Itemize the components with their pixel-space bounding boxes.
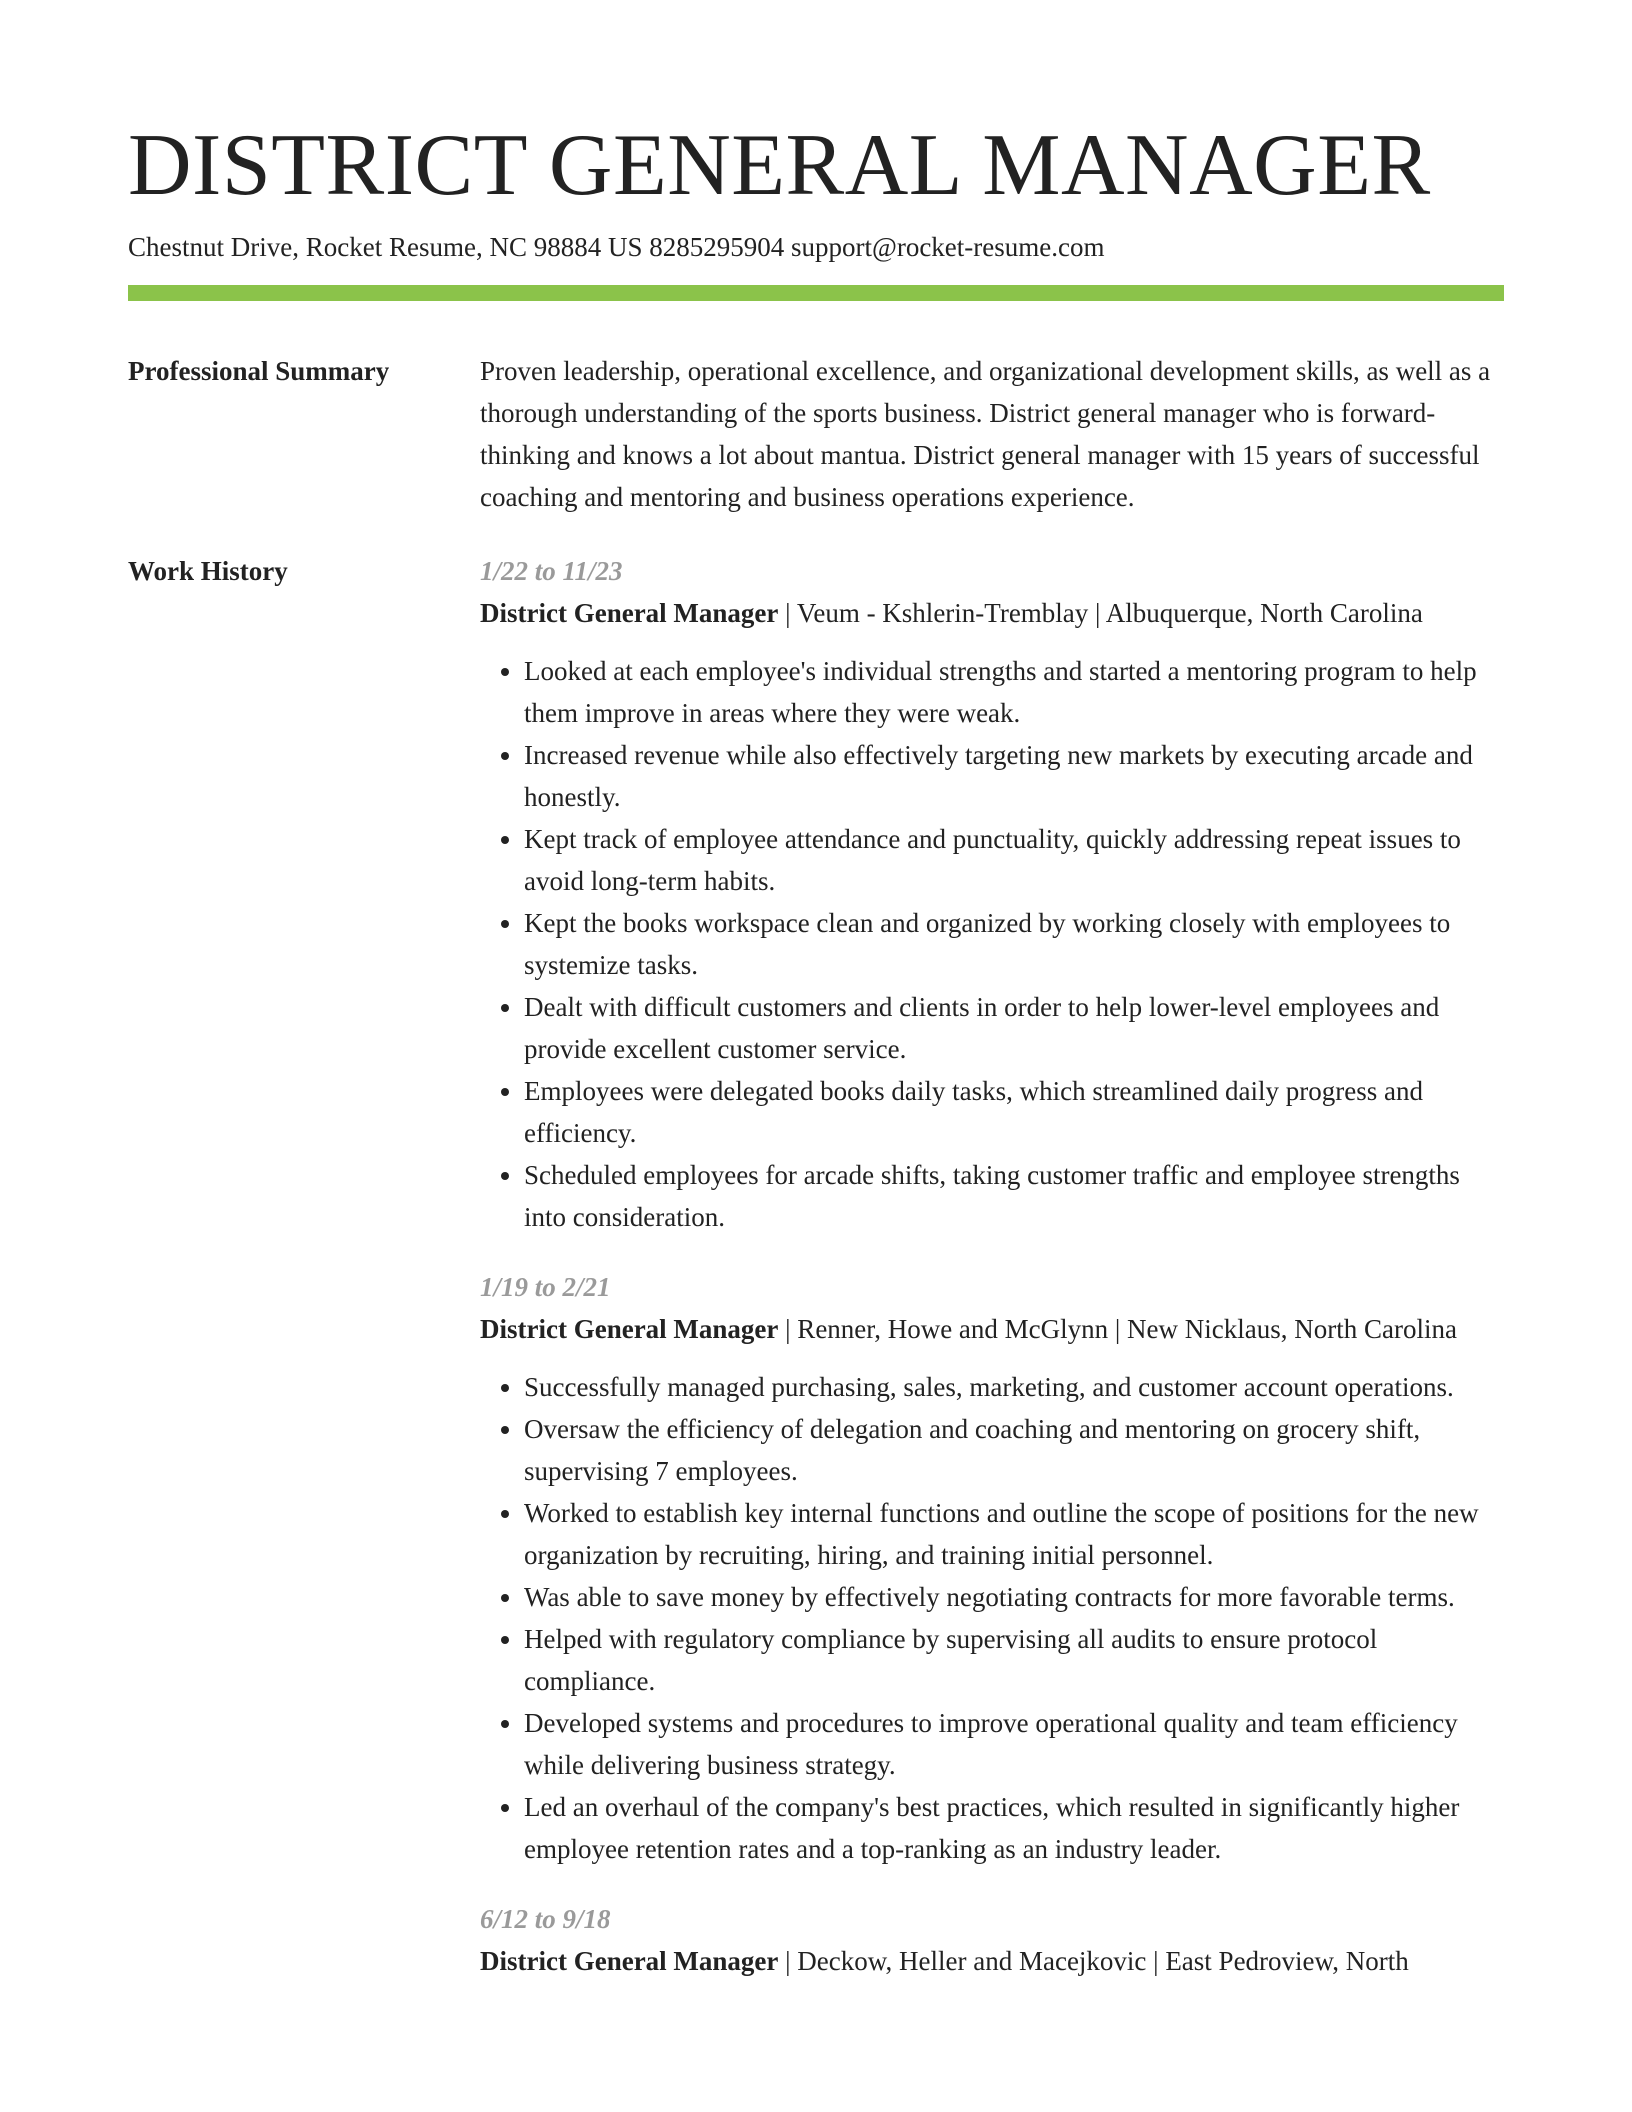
job-dates: 6/12 to 9/18 [480,1904,611,1934]
job-heading [480,1308,1504,1350]
job-bullet: • Led an overhaul of the company's best practices, which resulted in significantly higher employee retention rates and a top-ranking as an industry leader. [524,1786,1504,1870]
job-entry [480,550,1504,1238]
job-title: District General Manager [480,598,779,628]
job-company-location: | Deckow, Heller and Macejkovic | East Pedroview, North [778,1946,1409,1976]
job-bullet: • Worked to establish key internal functions and outline the scope of positions for the new organization by recruiting, hiring, and training initial personnel. [524,1492,1504,1576]
job-bullet: • Successfully managed purchasing, sales, marketing, and customer account operations. [524,1366,1504,1408]
job-title: District General Manager [480,1314,779,1344]
job-bullet: • Helped with regulatory compliance by supervising all audits to ensure protocol compliance. [524,1618,1504,1702]
job-bullet: • Oversaw the efficiency of delegation and coaching and mentoring on grocery shift, supervising 7 employees. [524,1408,1504,1492]
job-title: District General Manager [480,1946,779,1976]
job-heading [480,592,1504,634]
contact-info: Chestnut Drive, Rocket Resume, NC 98884 US 8285295904 support@rocket-resume.com [128,232,1105,262]
job-bullet: • Was able to save money by effectively negotiating contracts for more favorable terms. [524,1576,1504,1618]
resume-name-heading: DISTRICT GENERAL MANAGER [128,117,1431,214]
job-bullet: • Kept the books workspace clean and organized by working closely with employees to systemize tasks. [524,902,1504,986]
job-bullet: • Scheduled employees for arcade shifts, taking customer traffic and employee strengths into consideration. [524,1154,1504,1238]
job-bullet: • Employees were delegated books daily tasks, which streamlined daily progress and efficiency. [524,1070,1504,1154]
job-bullet: • Kept track of employee attendance and punctuality, quickly addressing repeat issues to avoid long-term habits. [524,818,1504,902]
job-bullet: • Dealt with difficult customers and clients in order to help lower-level employees and provide excellent customer service. [524,986,1504,1070]
work-history-body [480,550,1504,2010]
job-heading [480,1940,1504,1982]
job-company-location: | Veum - Kshlerin-Tremblay | Albuquerque, North Carolina [778,598,1423,628]
job-dates: 1/22 to 11/23 [480,556,623,586]
job-bullet: • Developed systems and procedures to improve operational quality and team efficiency while delivering business strategy. [524,1702,1504,1786]
job-dates: 1/19 to 2/21 [480,1272,611,1302]
summary-text: Proven leadership, operational excellence, and organizational development skills, as well as a thorough understanding of the sports business. District general manager who is forward-thinking and knows a lot about mantua. District general manager with 15 years of successful coaching and mentoring and business operations experience. [480,356,1491,512]
job-company-location: | Renner, Howe and McGlynn | New Nicklaus, North Carolina [778,1314,1457,1344]
job-bullet: • Increased revenue while also effectively targeting new markets by executing arcade and honestly. [524,734,1504,818]
header-divider [128,285,1504,301]
summary-body [480,350,1504,518]
work-history-section-title: Work History [128,556,288,586]
job-bullet-list [480,1366,1504,1870]
summary-section-title: Professional Summary [128,356,390,386]
job-entry [480,1898,1504,1982]
job-bullet: • Looked at each employee's individual strengths and started a mentoring program to help them improve in areas where they were weak. [524,650,1504,734]
job-bullet-list [480,650,1504,1238]
job-entry [480,1266,1504,1870]
